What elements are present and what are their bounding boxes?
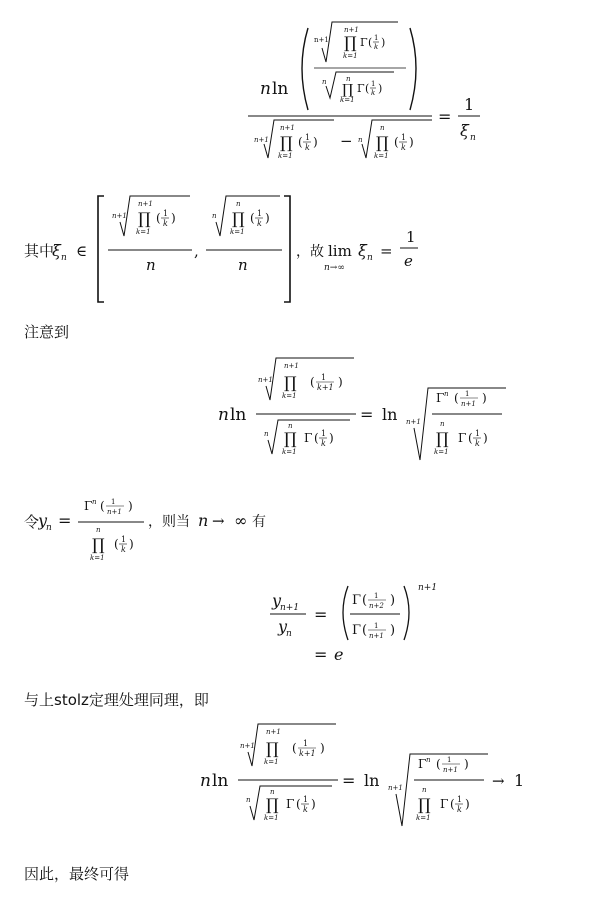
svg-text:∏: ∏ [436, 429, 449, 448]
svg-text:k=1: k=1 [136, 228, 151, 236]
svg-text:，故: ，故 [296, 244, 324, 260]
eq1-gamma: Γ [360, 36, 368, 49]
paragraph-2: 注意到 [24, 323, 70, 341]
paragraph-3-prefix: 令 [24, 513, 40, 531]
svg-text:n: n [92, 498, 97, 506]
svg-text:): ) [381, 36, 386, 49]
equation-1 [240, 18, 500, 168]
svg-text:1: 1 [305, 133, 311, 142]
svg-text:(: ( [156, 211, 161, 225]
svg-text:=: = [314, 605, 328, 624]
svg-text:k=1: k=1 [282, 448, 297, 456]
svg-text:(: ( [468, 431, 473, 445]
svg-text:Γ: Γ [304, 431, 313, 445]
equation-3 [268, 576, 468, 668]
svg-text:1: 1 [111, 498, 116, 506]
svg-text:ln: ln [382, 405, 398, 424]
svg-text:): ) [313, 135, 318, 149]
svg-text:=: = [438, 107, 452, 126]
eq1-prod: ∏ [344, 33, 357, 52]
svg-text:Γ: Γ [458, 431, 467, 445]
svg-text:n: n [61, 253, 67, 263]
svg-text:(: ( [100, 499, 105, 513]
svg-text:(: ( [114, 537, 119, 551]
svg-text:(: ( [310, 375, 315, 389]
svg-text:n: n [440, 420, 445, 428]
eq1-prod-upper: n+1 [344, 26, 359, 34]
svg-text:=: = [360, 405, 374, 424]
svg-text:): ) [378, 82, 383, 95]
svg-text:−: − [340, 132, 353, 150]
svg-text:k=1: k=1 [90, 554, 105, 562]
svg-text:，则当: ，则当 [148, 514, 190, 530]
svg-text:): ) [464, 757, 469, 771]
svg-text:1: 1 [457, 795, 463, 804]
svg-text:∞: ∞ [234, 511, 248, 530]
svg-text:(: ( [362, 623, 368, 638]
svg-text:k: k [121, 545, 126, 554]
svg-text:=: = [342, 771, 356, 790]
svg-text:): ) [465, 797, 470, 811]
svg-text:=: = [58, 511, 72, 530]
svg-text:k: k [163, 219, 168, 228]
svg-text:(: ( [362, 593, 368, 608]
svg-text:): ) [128, 499, 133, 513]
svg-text:1: 1 [401, 133, 407, 142]
svg-text:e: e [404, 252, 413, 270]
equation-2 [214, 352, 514, 472]
svg-text:1: 1 [163, 209, 169, 218]
svg-text:k: k [401, 143, 406, 152]
svg-text:k: k [257, 219, 262, 228]
svg-text:n: n [146, 256, 156, 274]
svg-text:ln: ln [230, 405, 247, 425]
svg-text:∏: ∏ [266, 739, 279, 758]
svg-text:k=1: k=1 [230, 228, 245, 236]
svg-text:k=1: k=1 [416, 814, 431, 822]
svg-text:k: k [374, 43, 379, 51]
svg-text:∏: ∏ [418, 795, 431, 814]
paragraph-1-prefix: 其中 [24, 242, 55, 260]
svg-text:): ) [482, 391, 487, 405]
svg-text:1: 1 [321, 373, 327, 382]
svg-text:n: n [286, 629, 292, 639]
svg-text:n+1: n+1 [443, 766, 458, 774]
svg-text:): ) [390, 623, 396, 638]
svg-text:k=1: k=1 [340, 96, 355, 104]
svg-text:(: ( [296, 797, 301, 811]
svg-text:k+1: k+1 [317, 383, 334, 392]
svg-text:lim: lim [328, 242, 352, 260]
svg-text:1: 1 [371, 80, 376, 88]
svg-text:Γ: Γ [352, 623, 362, 638]
svg-text:1: 1 [514, 771, 525, 790]
svg-text:n+1: n+1 [254, 136, 269, 144]
svg-text:n+1: n+1 [406, 418, 421, 426]
paragraph-5: 因此，最终可得 [24, 865, 130, 883]
svg-text:1: 1 [406, 228, 416, 246]
eq1-n: n [260, 79, 271, 99]
svg-text:y: y [278, 617, 288, 636]
svg-text:有: 有 [252, 514, 266, 530]
svg-text:1: 1 [303, 795, 309, 804]
svg-text:→: → [212, 512, 225, 530]
svg-text:n: n [470, 133, 476, 143]
svg-text:∏: ∏ [280, 133, 293, 152]
svg-text:n+1: n+1 [112, 212, 127, 220]
svg-text:n: n [444, 390, 449, 398]
svg-text:n+1: n+1 [266, 728, 281, 736]
svg-text:=: = [380, 242, 393, 260]
svg-text:Γ: Γ [440, 797, 449, 811]
eq1-prod-lower: k=1 [343, 52, 358, 60]
svg-text:(: ( [368, 36, 373, 49]
svg-text:(: ( [365, 82, 370, 95]
svg-text:n+1: n+1 [138, 200, 153, 208]
svg-text:(: ( [250, 211, 255, 225]
svg-text:k: k [457, 805, 462, 814]
svg-text:Γ: Γ [418, 757, 427, 771]
svg-text:n: n [288, 422, 293, 430]
svg-text:∈: ∈ [76, 242, 88, 260]
svg-text:n+2: n+2 [369, 602, 384, 610]
svg-text:n: n [270, 788, 275, 796]
svg-text:→: → [492, 772, 505, 790]
svg-text:n: n [236, 200, 241, 208]
svg-text:(: ( [436, 757, 441, 771]
svg-text:n: n [246, 796, 251, 804]
svg-text:n: n [322, 78, 327, 86]
svg-text:1: 1 [257, 209, 263, 218]
svg-text:∏: ∏ [232, 209, 245, 228]
svg-text:∏: ∏ [138, 209, 151, 228]
svg-text:n: n [212, 212, 217, 220]
svg-text:1: 1 [475, 429, 481, 438]
svg-text:): ) [171, 211, 176, 225]
svg-text:(: ( [394, 135, 399, 149]
svg-text:∏: ∏ [284, 429, 297, 448]
svg-text:1: 1 [465, 390, 470, 398]
svg-text:1: 1 [321, 429, 327, 438]
svg-text:k=1: k=1 [264, 758, 279, 766]
svg-text:n+1: n+1 [418, 583, 438, 593]
svg-text:n: n [358, 136, 363, 144]
svg-text:): ) [338, 375, 343, 389]
svg-text:): ) [390, 593, 396, 608]
svg-text:n+1: n+1 [258, 376, 273, 384]
svg-text:1: 1 [447, 756, 452, 764]
svg-text:Γ: Γ [352, 593, 362, 608]
svg-text:n: n [367, 253, 373, 263]
svg-text:y: y [38, 511, 48, 530]
svg-text:): ) [483, 431, 488, 445]
svg-text:n+1: n+1 [461, 400, 476, 408]
svg-text:n+1: n+1 [280, 603, 300, 613]
svg-text:n: n [218, 405, 229, 425]
equation-4 [196, 718, 536, 838]
paragraph-1-math [52, 190, 432, 308]
svg-text:Γ: Γ [84, 499, 93, 513]
svg-text:1: 1 [464, 95, 475, 114]
svg-text:n: n [422, 786, 427, 794]
svg-text:n+1: n+1 [107, 508, 122, 516]
svg-text:1: 1 [374, 622, 379, 630]
svg-text:n: n [198, 511, 209, 530]
svg-text:Γ: Γ [286, 797, 295, 811]
svg-text:k=1: k=1 [374, 152, 389, 160]
eq1-root-index: n+1 [314, 36, 329, 44]
svg-text:): ) [129, 537, 134, 551]
svg-text:n: n [46, 523, 52, 533]
svg-text:Γ: Γ [357, 82, 365, 95]
svg-text:n: n [238, 256, 248, 274]
svg-text:ln: ln [364, 771, 380, 790]
svg-text:n+1: n+1 [240, 742, 255, 750]
eq1-ln: ln [272, 79, 289, 99]
svg-text:ξ: ξ [460, 121, 469, 140]
svg-text:∏: ∏ [376, 133, 389, 152]
svg-text:e: e [334, 645, 344, 664]
svg-text:k=1: k=1 [264, 814, 279, 822]
svg-text:∏: ∏ [266, 795, 279, 814]
svg-text:(: ( [298, 135, 303, 149]
svg-text:n+1: n+1 [388, 784, 403, 792]
svg-text:ξ: ξ [52, 241, 61, 260]
svg-text:k+1: k+1 [299, 749, 316, 758]
svg-text:n: n [380, 124, 385, 132]
svg-text:): ) [311, 797, 316, 811]
svg-text:): ) [329, 431, 334, 445]
svg-text:(: ( [450, 797, 455, 811]
svg-text:,: , [194, 242, 199, 260]
svg-text:(: ( [292, 741, 297, 755]
svg-text:n: n [200, 771, 211, 791]
paragraph-4: 与上stolz定理处理同理，即 [24, 691, 209, 709]
svg-text:k=1: k=1 [434, 448, 449, 456]
svg-text:k: k [305, 143, 310, 152]
svg-text:1: 1 [374, 34, 379, 42]
svg-text:n+1: n+1 [280, 124, 295, 132]
svg-text:∏: ∏ [92, 535, 105, 554]
svg-text:k: k [303, 805, 308, 814]
svg-text:(: ( [454, 391, 459, 405]
svg-text:k: k [321, 439, 326, 448]
svg-text:Γ: Γ [436, 391, 445, 405]
svg-text:1: 1 [303, 739, 309, 748]
svg-text:n: n [426, 756, 431, 764]
svg-text:k: k [371, 89, 376, 97]
svg-text:k: k [475, 439, 480, 448]
svg-text:∏: ∏ [342, 82, 354, 98]
svg-text:ln: ln [212, 771, 229, 791]
svg-text:k=1: k=1 [278, 152, 293, 160]
svg-text:1: 1 [374, 592, 379, 600]
svg-text:y: y [272, 591, 282, 610]
svg-text:ξ: ξ [358, 241, 367, 260]
svg-text:∏: ∏ [284, 373, 297, 392]
paragraph-3-math [38, 492, 278, 564]
svg-text:1: 1 [121, 535, 127, 544]
svg-text:): ) [409, 135, 414, 149]
svg-text:n+1: n+1 [284, 362, 299, 370]
svg-text:): ) [320, 741, 325, 755]
svg-text:n→∞: n→∞ [324, 263, 345, 273]
svg-text:(: ( [314, 431, 319, 445]
svg-text:n+1: n+1 [369, 632, 384, 640]
svg-text:n: n [96, 526, 101, 534]
svg-text:): ) [265, 211, 270, 225]
svg-text:n: n [264, 430, 269, 438]
svg-text:k=1: k=1 [282, 392, 297, 400]
svg-text:n: n [346, 75, 351, 83]
svg-text:=: = [314, 645, 328, 664]
